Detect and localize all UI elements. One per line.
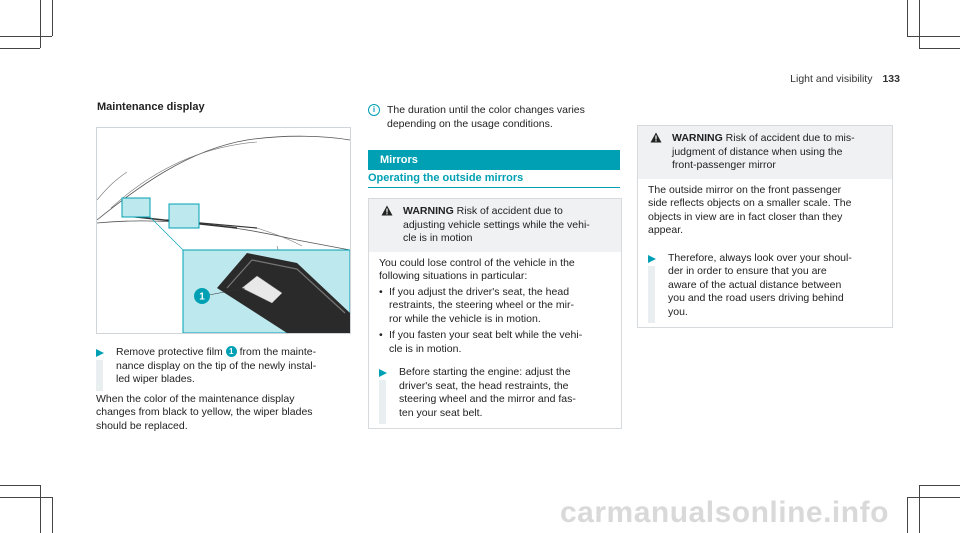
crop-mark [907,0,908,36]
crop-mark [0,497,52,498]
warning-triangle-icon [650,132,662,143]
step-bar [96,360,103,391]
wiper-figure [96,127,351,334]
warning-bullets [379,286,611,357]
crop-mark [0,48,40,49]
step-bar [379,380,386,424]
crop-mark [907,36,960,37]
crop-mark [919,48,960,49]
adjust-before-start-step: Before starting the engine: adjust the driver's seat, the head restraints, the steering wheel and the mirror and fas- ten your seat belt. [379,366,611,420]
figure-callout: 1 [199,291,205,303]
warning-header: WARNING Risk of accident due to adjusting vehicle settings while the vehi- cle is in motion [369,199,621,252]
info-icon: i [368,104,380,116]
warning-body: You could lose control of the vehicle in the following situations in particular: • If you adjust the driver's seat, the head restraints, the steering wheel or the mir- ror while the vehicle is in motion. • If you fasten your seat belt while the vehi- cle is in motion. Before starting the engine: adjust the driver's seat, the head restraints, the steering wheel and the mirror and fas- ten your seat belt. [369,252,621,429]
page-number: 133 [882,73,900,85]
list-item: • If you fasten your seat belt while the vehi- cle is in motion. [379,329,611,356]
crop-mark [919,0,920,48]
warning-label: WARNING [672,132,723,144]
crop-mark [907,497,908,533]
running-header [790,73,900,85]
step-bar [648,266,655,324]
crop-mark [52,497,53,533]
maintenance-paragraph: When the color of the maintenance display changes from black to yellow, the wiper blades should be replaced. [96,392,313,432]
crop-mark [0,36,52,37]
crop-mark [0,485,40,486]
warning-box [368,198,622,429]
crop-mark [919,485,920,533]
section-title: Light and visibility [790,73,873,85]
warning-body: The outside mirror on the front passenger side reflects objects on a smaller scale. The objects in view are in fact closer than they appear. Therefore, always look over your shoul- der in order to ensure that you are aware of the actual distance between you and the road users driving behind you. [638,179,892,328]
step-arrow-icon [648,255,656,263]
callout-badge: 1 [226,346,237,357]
crop-mark [40,485,41,533]
crop-mark [52,0,53,36]
warning-label: WARNING [403,205,454,217]
list-item: • If you adjust the driver's seat, the head restraints, the steering wheel or the mir- ror while the vehicle is in motion. [379,286,611,327]
note-block: i The duration until the color changes varies depending on the usage conditions. [368,104,620,131]
outside-mirrors-heading: Operating the outside mirrors [368,172,620,188]
warning-header: WARNING Risk of accident due to mis- judgment of distance when using the front-passenger mirror [638,126,892,179]
mirrors-section-title: Mirrors [368,150,620,170]
watermark: carmanualsonline.info [560,496,889,529]
step-arrow-icon [379,369,387,377]
warning-box [637,125,893,328]
remove-film-step: Remove protective film 1 from the mainte- nance display on the tip of the newly instal- led wiper blades. [96,346,352,387]
step-arrow-icon [96,349,104,357]
crop-mark [907,497,960,498]
crop-mark [919,485,960,486]
windshield-illustration [97,128,350,333]
crop-mark [40,0,41,48]
look-over-shoulder-step: Therefore, always look over your shoul- der in order to ensure that you are aware of the actual distance between you and the road users driving behind you. [648,252,882,320]
maintenance-display-heading: Maintenance display [97,101,205,113]
warning-triangle-icon [381,205,393,216]
